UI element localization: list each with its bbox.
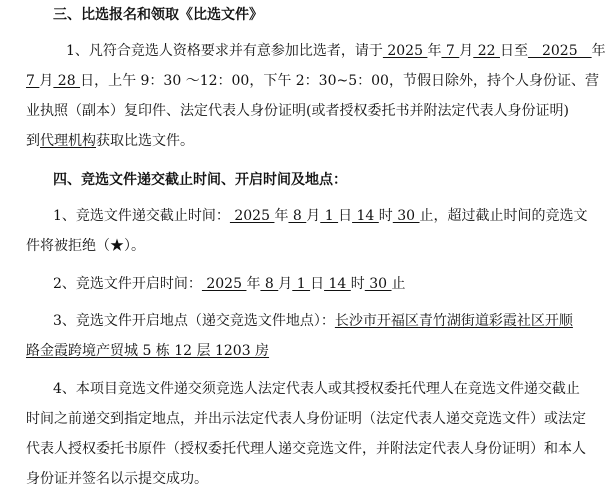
end-month: 7: [26, 73, 40, 89]
section-4-paragraph-4-line-4: 身份证并签名以示提交成功。: [26, 471, 208, 487]
section-3-paragraph-1-line-1: 1、凡符合竞选人资格要求并有意参加比选者，请于 2025 年 7 月 22 日至 2025 年: [66, 43, 606, 59]
start-year: 2025: [382, 43, 428, 59]
section-4-paragraph-1-line-2: 件将被拒绝（★）。: [26, 238, 145, 254]
start-month: 7: [441, 43, 460, 59]
section-3-paragraph-1-line-3: 业执照（副本）复印件、法定代表人身份证明(或者授权委托书并附法定代表人身份证明): [26, 103, 569, 119]
agency-link: 代理机构: [40, 133, 96, 149]
start-day: 22: [473, 43, 500, 59]
section-4-paragraph-4-line-2: 时间之前递交到指定地点，并出示法定代表人身份证明（法定代表人递交竞选文件）或法定: [26, 411, 586, 427]
section-3-paragraph-1-line-4: 到代理机构获取比选文件。: [26, 133, 194, 149]
address-line-2: 路金霞跨境产贸城 5 栋 12 层 1203 房: [26, 343, 270, 359]
section-4-paragraph-3-line-2: [26, 341, 269, 361]
section-4-paragraph-3-line-1: 3、竞选文件开启地点（递交竞选文件地点）：长沙市开福区青竹湖街道彩霞社区开顺: [53, 313, 573, 329]
address-line-1: 长沙市开福区青竹湖街道彩霞社区开顺: [334, 313, 573, 329]
section-4-paragraph-4-line-1: 4、本项目竞选文件递交须竞选人法定代表人或其授权委托代理人在竞选文件递交截止: [53, 381, 580, 397]
section-4-paragraph-4-line-3: 代表人授权委托书原件（授权委托代理人递交竞选文件，并附法定代表人身份证明）和本人: [26, 441, 586, 457]
end-year: 2025: [527, 43, 592, 59]
section-3-paragraph-1-line-2: 7 月 28 日，上午 9：30 ～12：00，下午 2：30~5：00，节假日除外，持个人身份证、营: [26, 73, 599, 89]
section-4-paragraph-2: 2、竞选文件开启时间： 2025 年 8 月 1 日 14 时 30 止: [53, 276, 406, 292]
end-day: 28: [53, 73, 81, 89]
section-3-heading: 三、比选报名和领取《比选文件》: [53, 7, 263, 23]
section-4-paragraph-1-line-1: 1、竞选文件递交截止时间： 2025 年 8 月 1 日 14 时 30 止，超过截止时间的竞选文: [53, 208, 588, 224]
section-4-heading: 四、竞选文件递交截止时间、开启时间及地点：: [53, 172, 347, 188]
